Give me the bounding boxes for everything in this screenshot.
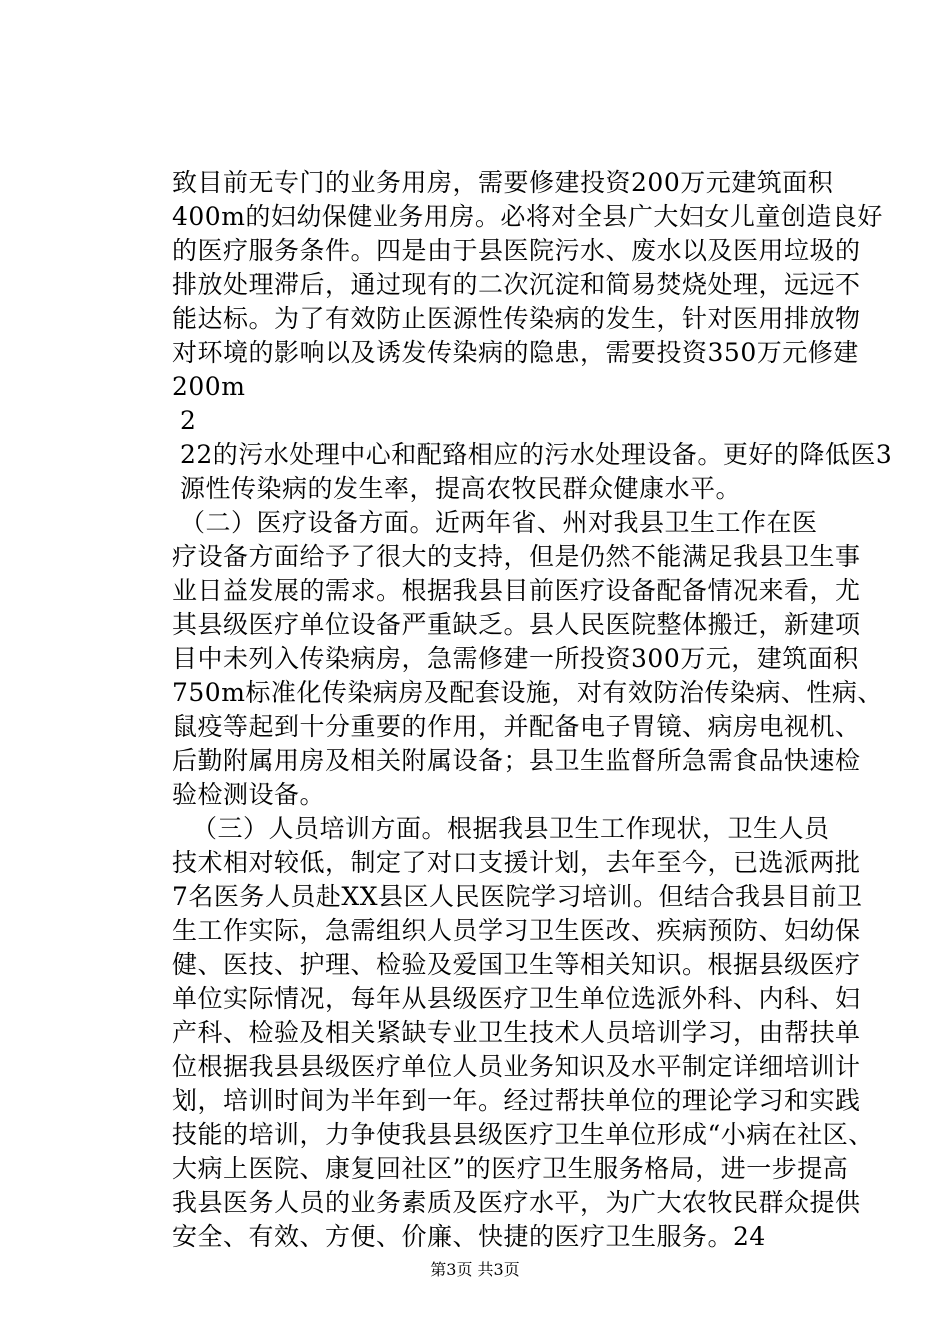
page-number-footer: 第3页 共3页 (430, 1260, 520, 1279)
body-text-line: 200m (172, 372, 246, 401)
body-text-line: 单位实际情况，每年从县级医疗卫生单位选派外科、内科、妇 (172, 984, 861, 1013)
body-text-line: 我县医务人员的业务素质及医疗水平，为广大农牧民群众提供 (172, 1188, 861, 1217)
body-text-line: 技术相对较低，制定了对口支援计划，去年至今，已选派两批 (172, 848, 861, 877)
body-text-line: 生工作实际，急需组织人员学习卫生医改、疾病预防、妇幼保 (172, 916, 861, 945)
body-text-line: 大病上医院、康复回社区”的医疗卫生服务格局，进一步提高 (172, 1154, 849, 1183)
body-text-line: 其县级医疗单位设备严重缺乏。县人民医院整体搬迁，新建项 (172, 610, 861, 639)
body-text-line: 划，培训时间为半年到一年。经过帮扶单位的理论学习和实践 (172, 1086, 861, 1115)
body-text-line: 目中未列入传染病房，急需修建一所投资300万元，建筑面积 (172, 644, 859, 673)
body-text-line: 后勤附属用房及相关附属设备；县卫生监督所急需食品快速检 (172, 746, 861, 775)
body-text-line: 业日益发展的需求。根据我县目前医疗设备配备情况来看，尤 (172, 576, 861, 605)
body-text-line: （三）人员培训方面。根据我县卫生工作现状，卫生人员 (192, 814, 830, 843)
body-text-line: 400m的妇幼保健业务用房。必将对全县广大妇女儿童创造良好 (172, 202, 883, 231)
body-text-line: 能达标。为了有效防止医源性传染病的发生，针对医用排放物 (172, 304, 861, 333)
body-text-line: 排放处理滞后，通过现有的二次沉淀和简易焚烧处理，远远不 (172, 270, 861, 299)
body-text-line: 750m标准化传染病房及配套设施，对有效防治传染病、性病、 (172, 678, 883, 707)
body-text-line: 2 (180, 406, 197, 435)
body-text-line: 技能的培训，力争使我县县级医疗卫生单位形成“小病在社区、 (172, 1120, 874, 1149)
body-text-line: 疗设备方面给予了很大的支持，但是仍然不能满足我县卫生事 (172, 542, 861, 571)
body-text-line: 安全、有效、方便、价廉、快捷的医疗卫生服务。24 (172, 1222, 766, 1251)
body-text-line: 产科、检验及相关紧缺专业卫生技术人员培训学习，由帮扶单 (172, 1018, 861, 1047)
body-text-line: 鼠疫等起到十分重要的作用，并配备电子胃镜、病房电视机、 (172, 712, 861, 741)
body-text-line: 源性传染病的发生率，提高农牧民群众健康水平。 (180, 474, 742, 503)
body-text-line: 致目前无专门的业务用房，需要修建投资200万元建筑面积 (172, 168, 834, 197)
body-text-line: 对环境的影响以及诱发传染病的隐患，需要投资350万元修建 (172, 338, 859, 367)
body-text-line: 7名医务人员赴XX县区人民医院学习培训。但结合我县目前卫 (172, 882, 863, 911)
body-text-line: （二）医疗设备方面。近两年省、州对我县卫生工作在医 (180, 508, 818, 537)
body-text-line: 验检测设备。 (172, 780, 326, 809)
body-text-line: 健、医技、护理、检验及爱国卫生等相关知识。根据县级医疗 (172, 950, 861, 979)
body-text-line: 的医疗服务条件。四是由于县医院污水、废水以及医用垃圾的 (172, 236, 861, 265)
body-text-line: 22的污水处理中心和配臵相应的污水处理设备。更好的降低医3 (180, 440, 893, 469)
body-text-line: 位根据我县县级医疗单位人员业务知识及水平制定详细培训计 (172, 1052, 861, 1081)
